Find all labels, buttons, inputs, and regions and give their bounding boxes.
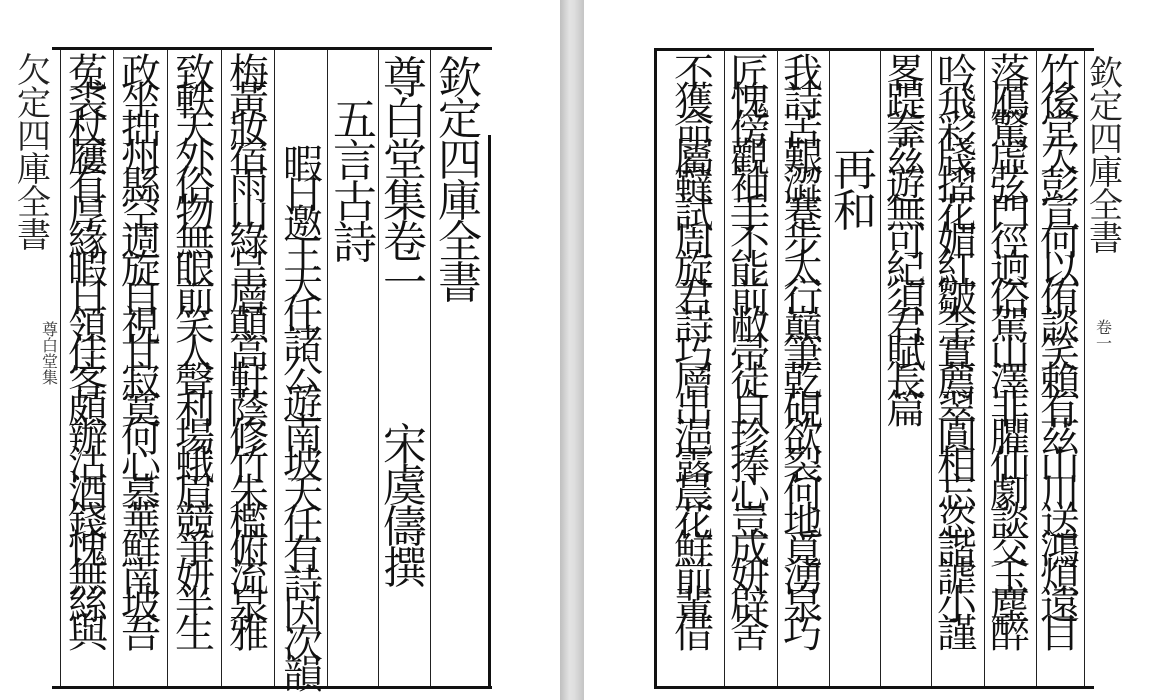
page-divider: [560, 0, 584, 700]
text-column: 政坐拙州縣空週旋自視甘寂寞何心慕華鮮南坡吾: [121, 51, 161, 657]
right-page-bottom-border: [654, 686, 1094, 689]
text-column: 不獲命屬韃試周旋君詩巧層出浥露晨花鮮前輩借: [674, 51, 714, 657]
column-rule: [221, 50, 222, 686]
fish-tail-mark: 卷一: [1096, 318, 1113, 353]
column-rule: [167, 50, 168, 686]
left-edge-fragment: 欠定四庫全書: [17, 51, 51, 256]
text-column: 落鴈驚虛弦門徑逈俗駕山澤非臞仙劇談交玉塵醉: [990, 51, 1030, 657]
left-page-bottom-border: [52, 686, 492, 689]
left-page: [0, 0, 560, 700]
author-byline-column: 宋 虞儔 撰: [383, 420, 471, 594]
column-rule: [60, 50, 61, 686]
section-heading-column: 五言古詩: [333, 95, 377, 269]
text-column: 吟飛彩牋摺花媚紅皺李實薦翠圓相忘恣諧謔小謹: [937, 51, 977, 657]
column-rule: [829, 50, 830, 686]
right-edge-fragment: 欽定四庫全書: [1089, 54, 1123, 259]
text-column: 菟裘杖屨有厚緣暇日領佳客頗辦沽酒錢愧無絲與: [68, 51, 108, 657]
right-page-left-border: [654, 50, 657, 689]
text-column: 匠愧傍觀袖手不能前敝帚徒自珍捧心豈成妍辟舍: [730, 51, 770, 657]
volume-title-column: 尊白堂集卷一: [383, 53, 427, 309]
right-page: [584, 0, 1152, 700]
text-column: 我詩苦艱澀蹇步太行巔筆乾硯欲裂何地覓湧泉巧: [783, 51, 823, 657]
fish-tail-mark: 尊白堂集: [42, 320, 59, 387]
text-column: 竹後堂欠彭宣何以侑談笑賴有茲山川送鴻煩遠目: [1040, 51, 1080, 657]
left-page-top-border: [52, 47, 492, 50]
left-page-right-border: [488, 135, 491, 689]
text-column: 畧踶拳茲遊無可紀須君賦長篇: [886, 51, 926, 433]
poem-title-column: 暇日邀王天任諸公遊南坡天任有詩因次韻: [283, 142, 323, 698]
column-rule: [1084, 50, 1085, 686]
text-column: 致軼天外俗物無眼前笑人聲利場蛾眉競爭妍半生: [175, 51, 215, 657]
text-column: 梅黃妝宿雨山綠呈層顛高軒蔭修竹朱檻俯流泉雅: [229, 51, 269, 657]
book-title-column: 欽定四庫全書: [438, 53, 482, 309]
poem-title-column: 再和: [833, 145, 877, 237]
